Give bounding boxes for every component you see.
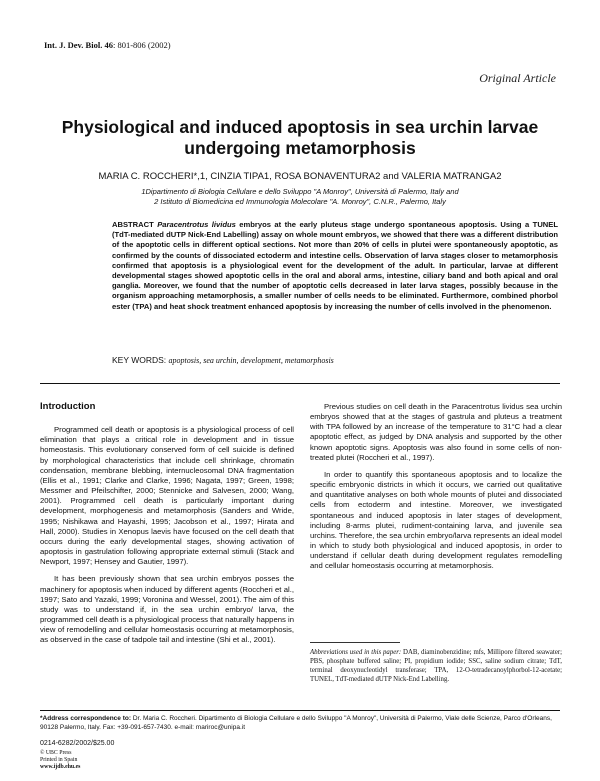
publisher-website: [40, 764, 80, 771]
journal-citation: [44, 40, 171, 50]
journal-volume: 46: [104, 40, 113, 50]
abbreviations-label: Abbreviations used in this paper:: [310, 649, 402, 656]
abstract-label: ABSTRACT: [112, 220, 154, 229]
correspondence-text: Dr. Maria C. Roccheri. Dipartimento di Biologia Cellulare e dello Sviluppo "A Monroy", Università di Palermo, Viale delle Scienze, Parco d'Orleans, 90128 Palermo, Italy. Fax: +39-091-657-7430. e-mail: mariroc@unipa.it: [40, 715, 552, 731]
journal-pages: : 801-806 (2002): [112, 40, 171, 50]
abstract-species: Paracentrotus lividus: [157, 220, 236, 229]
correspondence-label: *Address correspondence to:: [40, 715, 132, 722]
footnote-divider: [310, 642, 400, 643]
abbreviations-footnote: [310, 648, 562, 684]
publisher-url: www.ijdb.ehu.es: [40, 764, 81, 770]
paper-title: [40, 117, 560, 159]
author-list: MARIA C. ROCCHERI*,1, CINZIA TIPA1, ROSA BONAVENTURA2 and VALERIA MATRANGA2: [98, 171, 502, 182]
paragraph-4: In order to quantify this spontaneous apoptosis and to localize the specific embryonic districts in which it occurs, we carried out qualitative and quantitative analyses on both whole mounts of plutei and dissociated cells from ectoderm and intestine. Moreover, we investigated spontaneous and induced apoptosis in later stages of development, including 8-arms plutei, rudiment-containing larva, and juvenile sea urchins. Therefore, the sea urchin embryo/larva represents an ideal model in which to study both physiological and induced apoptosis, in order to understand if cellular death during development regulates remodelling and cellular homeostasis occurring at metamorphosis.: [310, 469, 562, 571]
footer-divider: [40, 710, 560, 711]
publisher-copyright: © UBC Press: [40, 750, 72, 756]
journal-abbrev: Int. J. Dev. Biol.: [44, 40, 103, 50]
abstract-text: embryos at the early pluteus stage undergo spontaneous apoptosis. Using a TUNEL (TdT-mediated dUTP Nick-End Labelling) assay on whole mount embryos, we showed that there was a different distribution of the apoptotic cells in different optical sections. Not more than 20% of cells in plutei were spontaneously apoptotic, as confirmed by the counts of dissociated ectoderm and intestine cells. Observation of larva stages closer to metamorphosis confirmed that apoptosis is a physiological event for the development of the adult. In particular, larvae at different developmental stages showed apoptotic cells in the oral and aboral arms, intestine, ciliary band and both apical and oral ganglia. Moreover, we found that the number of apoptotic cells decreased in later larva stages, possibly because in the organism approaching metamorphosis, a smaller number of cells needs to be eliminated. Furthermore, combined phorbol ester (TPA) and heat shock treatment enhanced apoptosis by increasing the number of cells involved in the phenomenon.: [112, 220, 558, 311]
paragraph-3: Previous studies on cell death in the Paracentrotus lividus sea urchin embryos showed that at the stages of gastrula and pluteus a treatment with TPA followed by an increase of the temperature to 31°C had a clear apoptotic effect, as judged by DNA analysis and supported by the other known apoptotic signs. Apoptosis was also found in some cells of non-treated plutei (Roccheri et al., 1997).: [310, 402, 562, 462]
abbreviations-text: DAB, diaminobenzidine; mfs, Millipore filtered seawater; PBS, phosphate buffered saline; PI, propidium iodide; SSC, saline sodium citrate; TdT, terminal deoxynucleotidyl transferase; TPA, 12-O-tetradecanoylphorbol-12-acetate; TUNEL, TdT-mediated dUTP Nick-End Labelling.: [310, 649, 562, 683]
section-divider: [40, 383, 560, 384]
publisher-info: [40, 750, 80, 771]
affiliation-2: 2 Istituto di Biomedicina ed Immunologia Molecolare "A. Monroy", C.N.R., Palermo, Italy: [154, 197, 446, 206]
abstract: [112, 220, 558, 312]
title-line-1: Physiological and induced apoptosis in sea urchin larvae: [61, 117, 539, 137]
title-line-2: undergoing metamorphosis: [184, 138, 416, 158]
affiliations: [40, 187, 560, 207]
issn-price: 0214-6282/2002/$25.00: [40, 740, 115, 747]
section-heading-introduction: Introduction: [40, 401, 96, 412]
paragraph-2: It has been previously shown that sea urchin embryos posses the machinery for apoptosis when induced by different agents (Roccheri et al., 1997; Sato and Yazaki, 1999; Voronina and Wessel, 2001). The aim of this study was to understand if, in the sea urchin embryo/ larva, the programmed cell death is a physiological process that naturally happens in view of remodelling and cellular homeostasis occurring at metamorphosis, as observed in the case of tadpole tail and intestine (Shi et al., 2001).: [40, 574, 294, 645]
keywords: [112, 355, 558, 365]
column-left: [40, 402, 294, 652]
affiliation-1: 1Dipartimento di Biologia Cellulare e dello Sviluppo "A Monroy", Università di Palermo, Italy and: [141, 187, 459, 196]
article-type: Original Article: [479, 71, 556, 85]
publisher-printed: Printed in Spain: [40, 757, 78, 763]
paragraph-1: Programmed cell death or apoptosis is a physiological process of cell elimination that plays a critical role in development and in tissue homeostasis. This evolutionary conserved form of cell suicide is defined by morphological characteristics that include cell shrinkage, chromatin condensation, membrane blebbing, internucleosomal DNA fragmentation (Ellis et al., 1991; Clarke and Clarke, 1996; Nagata, 1997; Green, 1998; Messmer and Pfeilschifter, 2000; Stennicke and Salvesen, 2000; Wang, 2001). Programmed cell death is particularly important during development, morphogenesis and metamorphosis (Sanders and Wride, 1995; Nishikawa and Hayashi, 1995; Jacobson et al., 1997; Hirata and Hall, 2000). Studies in Xenopus laevis have focused on the cell death that occurs during the early developmental stages, showing activation of apoptosis in gastrulation following appropriate external stimuli (Stack and Newport, 1997; Hensey and Gautier, 1997).: [40, 425, 294, 567]
keywords-terms: apoptosis, sea urchin, development, metamorphosis: [168, 356, 334, 365]
correspondence-note: [40, 715, 562, 732]
keywords-label: KEY WORDS:: [112, 355, 167, 365]
column-right: [310, 402, 562, 579]
